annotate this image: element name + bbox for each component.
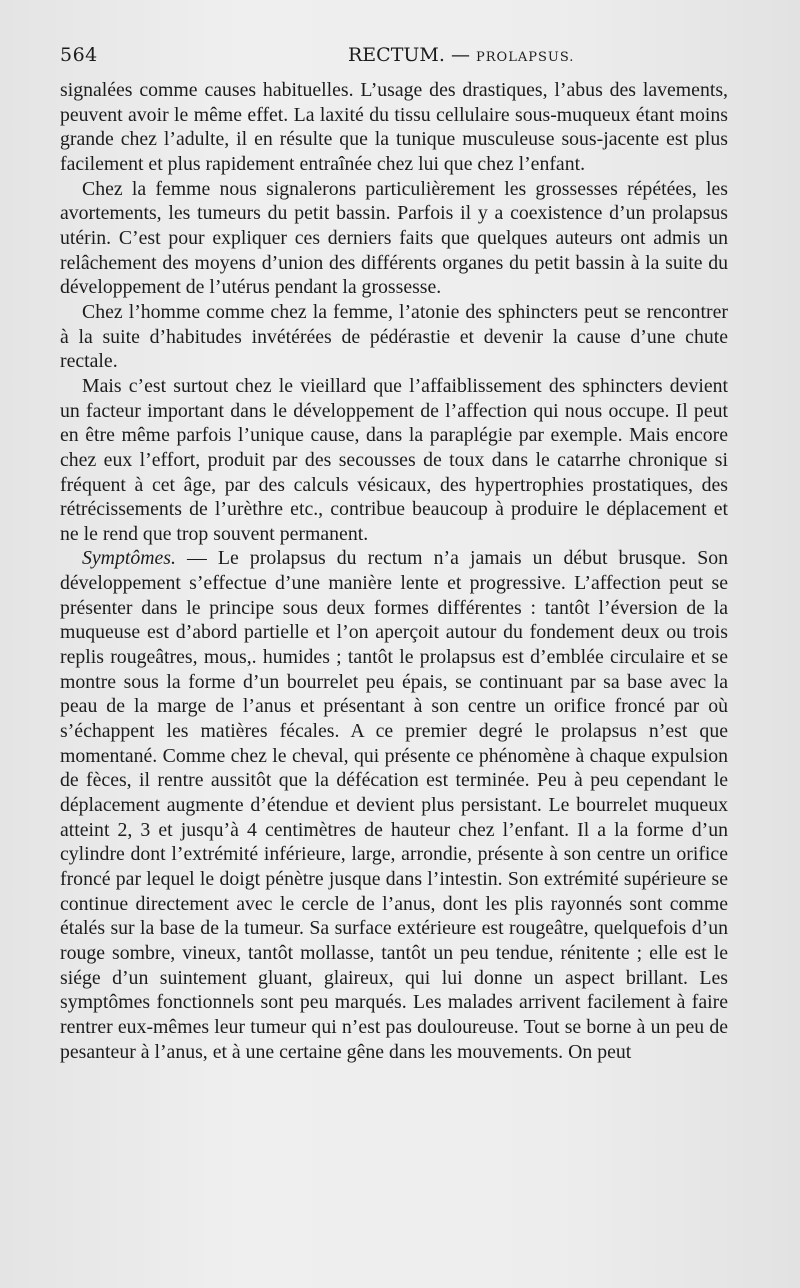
page-number: 564 — [60, 44, 98, 66]
running-title — [348, 44, 574, 66]
paragraph: Chez la femme nous signalerons particulièrement les grossesses répétées, les avortements, les tumeurs du petit bassin. Parfois il y a coexistence d’un prolapsus utérin. C’est pour expliquer ces derniers faits que quelques auteurs ont admis un relâchement des moyens d’union des différents organes du petit bassin à la suite du développement de l’utérus pendant la grossesse. — [60, 177, 728, 299]
chapter-title: RECTUM. — [348, 44, 445, 66]
running-header — [58, 44, 738, 70]
title-separator: — — [444, 44, 476, 66]
section-heading: Symptômes. — [82, 547, 176, 570]
section-title: PROLAPSUS. — [476, 50, 575, 65]
page-body — [60, 78, 728, 1064]
paragraph-text: — Le prolapsus du rectum n’a jamais un début brusque. Son développement s’effectue d’une manière lente et progressive. L’affection peut se présenter dans le principe sous deux formes différentes : tantôt l’éversion de la muqueuse est d’abord partielle et l’on aperçoit autour du fondement deux ou trois replis rougeâtres, mous,. humides ; tantôt le prolapsus est d’emblée circulaire et se montre sous la forme d’un bourrelet peu épais, se continuant par sa base avec la peau de la marge de l’anus et présentant à son centre un orifice froncé par où s’échappent les matières fécales. A ce premier degré le prolapsus n’est que momentané. Comme chez le cheval, qui présente ce phénomène à chaque expulsion de fèces, il rentre aussitôt que la défécation est terminée. Peu à peu cependant le déplacement augmente d’étendue et devient plus persistant. Le bourrelet muqueux atteint 2, 3 et jusqu’à 4 centimètres de hauteur chez l’enfant. Il a la forme d’un cylindre dont l’extrémité inférieure, large, arrondie, présente à son centre un orifice froncé par lequel le doigt pénètre jusque dans l’intestin. Son extrémité supérieure se continue directement avec le cercle de l’anus, dont les plis rayonnés sont comme étalés sur la base de la tumeur. Sa surface extérieure est rougeâtre, quelquefois d’un rouge sombre, vineux, tantôt mollasse, tantôt un peu tendue, rénitente ; elle est le siége d’un suintement gluant, glaireux, qui lui donne un aspect brillant. Les symptômes fonctionnels sont peu marqués. Les malades arrivent facilement à faire rentrer eux-mêmes leur tumeur qui n’est pas douloureuse. Tout se borne à un peu de pesanteur à l’anus, et à une certaine gêne dans les mouvements. On peut — [60, 547, 728, 1063]
paragraph-symptomes — [60, 546, 728, 1064]
paragraph-continued: signalées comme causes habituelles. L’usage des drastiques, l’abus des lavements, peuvent avoir le même effet. La laxité du tissu cellulaire sous-muqueux étant moins grande chez l’adulte, il en résulte que la tunique musculeuse sous-jacente est plus facilement et plus rapidement entraînée chez lui que chez l’enfant. — [60, 79, 728, 175]
paragraph: Mais c’est surtout chez le vieillard que l’affaiblissement des sphincters devient un facteur important dans le développement de l’affection qui nous occupe. Il peut en être même parfois l’unique cause, dans la paraplégie par exemple. Mais encore chez eux l’effort, produit par des secousses de toux dans le catarrhe chronique si fréquent à cet âge, par des calculs vésicaux, des hypertrophies prostatiques, des rétrécissements de l’urèthre etc., contribue beaucoup à produire le déplacement et ne le rend que trop souvent permanent. — [60, 374, 728, 545]
paragraph: Chez l’homme comme chez la femme, l’atonie des sphincters peut se rencontrer à la suite d’habitudes invétérées de pédérastie et devenir la cause d’une chute rectale. — [60, 300, 728, 373]
